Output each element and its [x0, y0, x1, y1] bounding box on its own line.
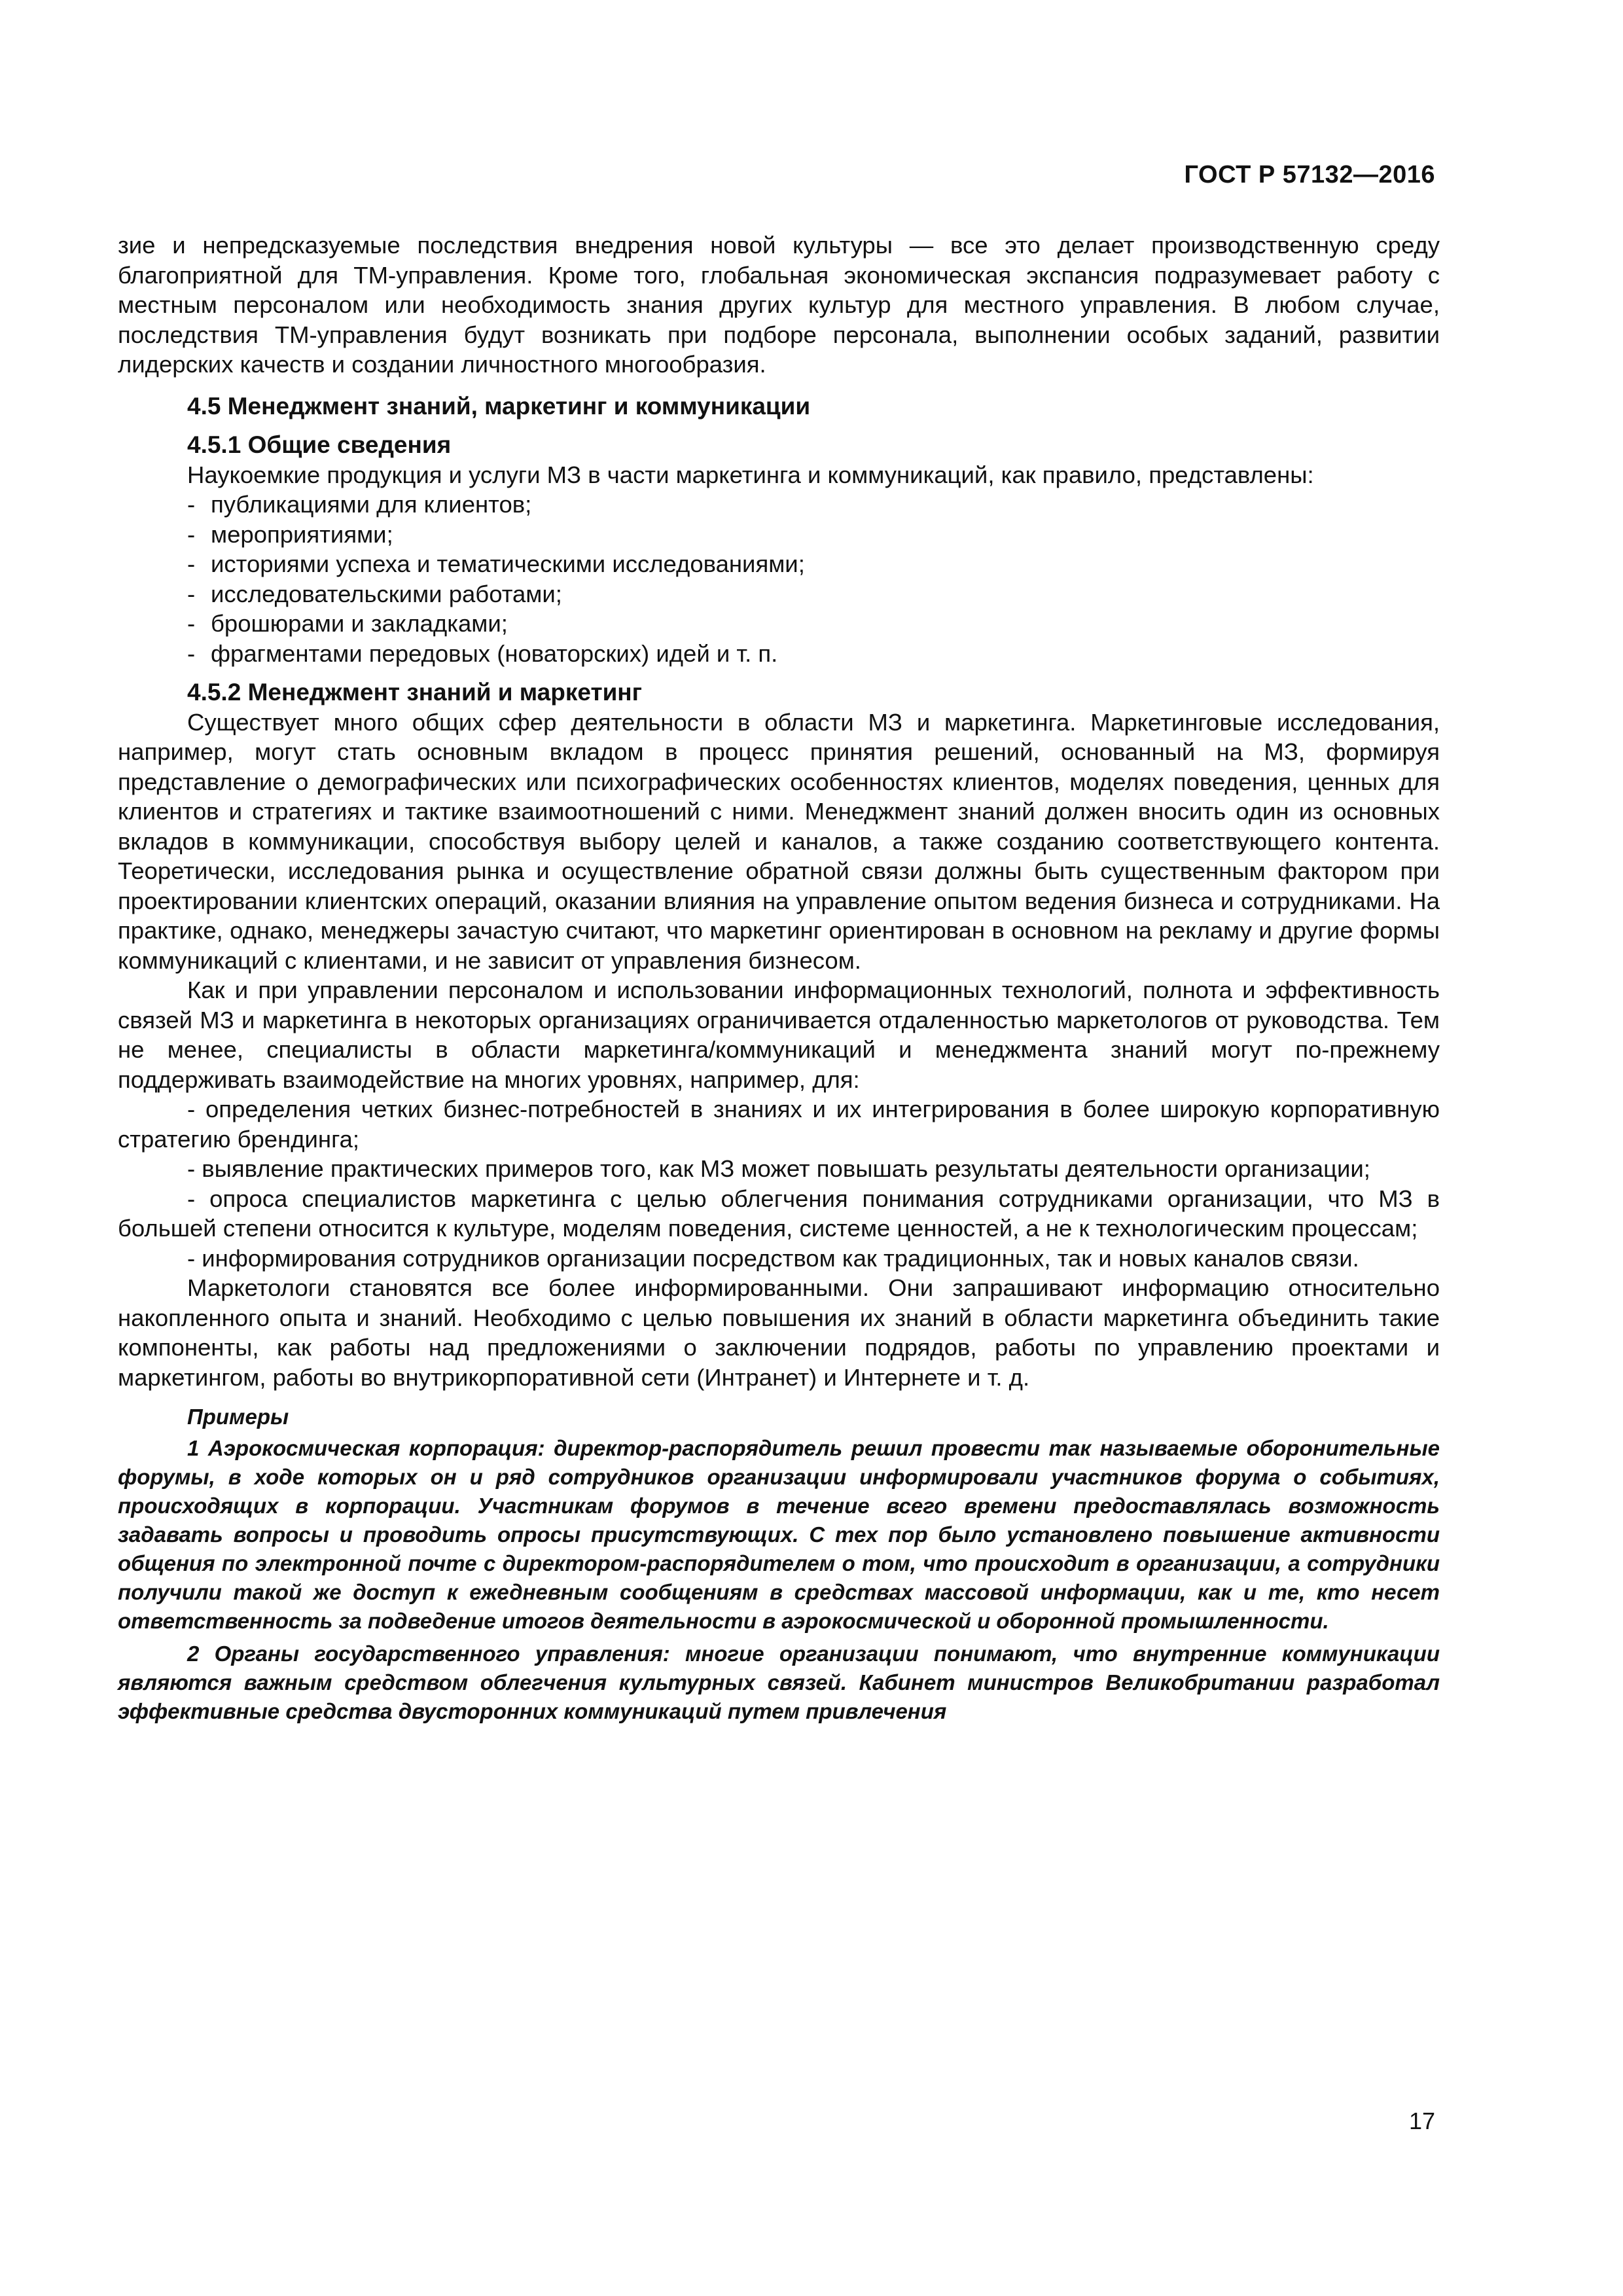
list-item: - исследовательскими работами; [187, 579, 1440, 609]
products-list [187, 490, 1440, 668]
dash-bullet: - [187, 550, 196, 577]
paragraph-km-links: Как и при управлении персоналом и использовании информационных технологий, полнота и эффективность связей МЗ и маркетинга в некоторых организациях ограничивается отдаленностью маркетологов от руководства. Тем не менее, специалисты в области маркетинга/коммуникаций и менеджмента знаний могут по-прежнему поддерживать взаимодействие на многих уровнях, например, для: [118, 977, 1440, 1093]
example-item: 1 Аэрокосмическая корпорация: директор-распорядитель решил провести так называемые оборонительные форумы, в ходе которых он и ряд сотрудников организации информировали участников форума о событиях, происходящих в корпорации. Участникам форумов в течение всего времени предоставлялась возможность задавать вопросы и проводить опросы присутствующих. С тех пор было установлено повышение активности общения по электронной почте с директором-распорядителем о том, что происходит в организации, а сотрудники получили такой же доступ к ежедневным сообщениям в средствах массовой информации, как и те, кто несет ответственность за подведение итогов деятельности в аэрокосмической и оборонной промышленности. [118, 1436, 1440, 1633]
example-item: 2 Органы государственного управления: многие организации понимают, что внутренние коммуникации являются важным средством облегчения культурных связей. Кабинет министров Великобритании разработал эффективные средства двусторонних коммуникаций путем привлечения [118, 1641, 1440, 1723]
dash-bullet: - [187, 580, 196, 607]
paragraph-km-marketing: Существует много общих сфер деятельности в области МЗ и маркетинга. Маркетинговые исследования, например, могут стать основным вкладом в процесс принятия решений, основанный на МЗ, формируя представление о демографических или психографических особенностях клиентов, моделях поведения, ценных для клиентов и стратегиях и тактике взаимоотношений с ними. Менеджмент знаний должен вносить один из основных вкладов в коммуникации, способствуя выбору целей и каналов, а также созданию соответствующего контента. Теоретически, исследования рынка и осуществление обратной связи должны быть существенным фактором при проектировании клиентских операций, оказании влияния на управление опытом ведения бизнеса и сотрудниками. На практике, однако, менеджеры зачастую считают, что маркетинг ориентирован в основном на рекламу и другие формы коммуникаций с клиентами, и не зависит от управления бизнесом. [118, 708, 1440, 974]
section-4-5-heading: 4.5 Менеджмент знаний, маркетинг и коммуникации [187, 392, 811, 420]
list-item: - определения четких бизнес-потребностей в знаниях и их интегрирования в более широкую корпоративную стратегию брендинга; [118, 1096, 1440, 1153]
standard-header: ГОСТ Р 57132—2016 [1184, 161, 1435, 188]
intro-paragraph: зие и непредсказуемые последствия внедрения новой культуры — все это делает производственную среду благоприятной для ТМ-управления. Кроме того, глобальная экономическая экспансия подразумевает работу с местным персоналом или необходимость знания других культур для местного управления. В любом случае, последствия ТМ-управления будут возникать при подборе персонала, выполнении особых заданий, развитии лидерских качеств и создании личностного многообразия. [118, 232, 1440, 378]
list-item: - фрагментами передовых (новаторских) идей и т. п. [187, 639, 1440, 669]
list-item: - выявление практических примеров того, как МЗ может повышать результаты деятельности организации; [187, 1155, 1370, 1182]
list-item: - брошюрами и закладками; [187, 609, 1440, 639]
dash-bullet: - [187, 520, 196, 548]
dash-bullet: - [187, 491, 196, 518]
list-item: - историями успеха и тематическими исследованиями; [187, 549, 1440, 579]
page-number: 17 [1408, 2108, 1435, 2134]
list-item: - публикациями для клиентов; [187, 490, 1440, 520]
dash-bullet: - [187, 639, 196, 667]
examples-block [118, 1403, 1440, 1726]
section-4-5-1-heading: 4.5.1 Общие сведения [187, 431, 452, 458]
section-4-5-1-lead: Наукоемкие продукция и услуги МЗ в части маркетинга и коммуникаций, как правило, представлены: [187, 461, 1314, 488]
examples-title: Примеры [187, 1405, 289, 1429]
list-item: - мероприятиями; [187, 520, 1440, 550]
page-content [118, 230, 1440, 1730]
paragraph-marketers: Маркетологи становятся все более информированными. Они запрашивают информацию относительно накопленного опыта и знаний. Необходимо с целью повышения их знаний в области маркетинга объединить такие компоненты, как работы над предложениями о заключении подрядов, работы по управлению проектами и маркетингом, работы во внутрикорпоративной сети (Интранет) и Интернете и т. д. [118, 1274, 1440, 1391]
list-item: - опроса специалистов маркетинга с целью облегчения понимания сотрудниками организации, что МЗ в большей степени относится к культуре, моделям поведения, системе ценностей, а не к технологическим процессам; [118, 1185, 1440, 1242]
list-item: - информирования сотрудников организации посредством как традиционных, так и новых каналов связи. [187, 1244, 1359, 1272]
section-4-5-2-heading: 4.5.2 Менеджмент знаний и маркетинг [187, 679, 643, 706]
dash-bullet: - [187, 610, 196, 637]
